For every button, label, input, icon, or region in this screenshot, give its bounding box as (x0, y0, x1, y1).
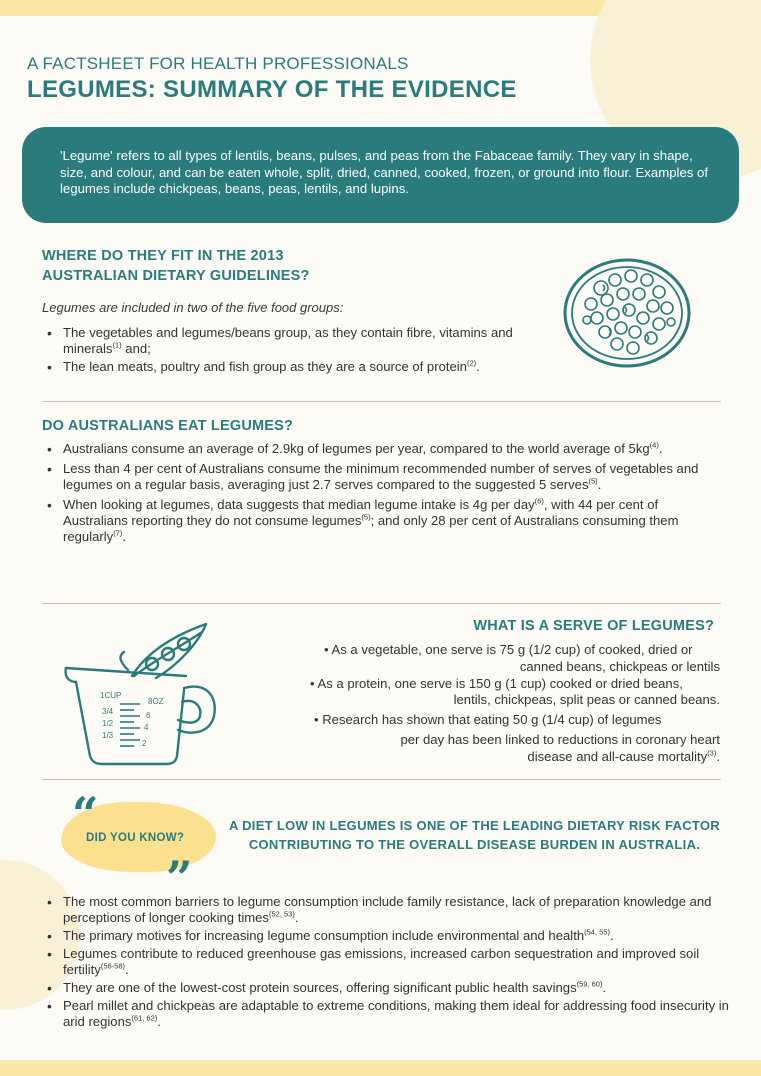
list-item: • Pearl millet and chickpeas are adaptable to extreme conditions, making them ideal for addressing food insecurity in arid regions$^{(61, 62)}$. (42, 998, 732, 1030)
list-item: • The lean meats, poultry and fish group as they are a source of protein$^{(2)}$. (42, 359, 542, 375)
cup-label: 3/4 (102, 707, 114, 716)
list-item: disease and all-cause mortality$^{(3)}$. (527, 748, 720, 764)
cup-label: 6 (146, 711, 151, 720)
consumption-heading: DO AUSTRALIANS EAT LEGUMES? (42, 418, 294, 434)
list-item: • The primary motives for increasing legume consumption include environmental and health$^{(54, 55)}$. (42, 928, 732, 944)
list-item: lentils, chickpeas, split peas or canned beans. (453, 692, 720, 708)
close-quote-icon: ” (166, 851, 193, 905)
divider (42, 401, 721, 402)
cup-label: 1/3 (102, 731, 114, 740)
list-item: • Less than 4 per cent of Australians consume the minimum recommended number of serves of vegetables and legumes on a regular basis, averaging just 2.7 serves compared to the suggested 5 serves$^{(5)}$. (42, 461, 702, 493)
guidelines-list (42, 325, 542, 375)
list-item: • The vegetables and legumes/beans group, as they contain fibre, vitamins and minerals$^{(1)}$ and; (42, 325, 542, 357)
list-item: • They are one of the lowest-cost protein sources, offering significant public health savings$^{(59, 60)}$. (42, 980, 732, 996)
list-item: • As a vegetable, one serve is 75 g (1/2 cup) of cooked, dried or (324, 642, 693, 657)
list-item: • The most common barriers to legume consumption include family resistance, lack of preparation knowledge and perceptions of longer cooking times$^{(52, 53)}$. (42, 894, 732, 926)
guidelines-heading (42, 246, 542, 286)
serve-section (300, 616, 720, 766)
cup-label: 4 (144, 723, 149, 732)
list-item: • As a protein, one serve is 150 g (1 cup) cooked or dried beans, (310, 675, 683, 691)
did-you-know-label: DID YOU KNOW? (86, 832, 185, 844)
guidelines-section (42, 246, 542, 375)
did-you-know-headline (222, 816, 727, 854)
open-quote-icon: “ (72, 787, 99, 841)
serve-heading: WHAT IS A SERVE OF LEGUMES? (473, 618, 714, 634)
consumption-list (42, 441, 702, 545)
cup-label: 8OZ (148, 697, 164, 706)
headline-line1: A DIET LOW IN LEGUMES IS ONE OF THE LEADING DIETARY RISK FACTOR (228, 818, 720, 833)
consumption-section (42, 416, 702, 545)
cup-label: 2 (142, 739, 147, 748)
list-item: • Australians consume an average of 2.9kg of legumes per year, compared to the world average of $5kg^{(4)}$. (42, 441, 702, 457)
divider (42, 779, 721, 780)
list-item: per day has been linked to reductions in coronary heart (400, 731, 720, 747)
intro-box: 'Legume' refers to all types of lentils, beans, pulses, and peas from the Fabaceae family. They vary in shape, size, and colour, and can be eaten whole, split, dried, canned, cooked, frozen, or ground into flour. Examples of legumes include chickpeas, beans, peas, lentils, and lupins. (22, 127, 739, 223)
page-kicker: A FACTSHEET FOR HEALTH PROFESSIONALS (27, 54, 409, 73)
bottom-band (0, 1060, 761, 1076)
headline-line2: CONTRIBUTING TO THE OVERALL DISEASE BURDEN IN AUSTRALIA. (248, 837, 701, 852)
list-item: • When looking at legumes, data suggests that median legume intake is 4g per day$^{(6)}$, with 44 per cent of Australians reporting they do not consume legumes$^{(5)}$; and only 28 per cent of Australians consuming them regularly$^{(7)}$. (42, 497, 702, 545)
facts-section (42, 894, 732, 1030)
page-title: LEGUMES: SUMMARY OF THE EVIDENCE (27, 76, 517, 103)
page-header (27, 54, 517, 104)
guidelines-heading-line1: WHERE DO THEY FIT IN THE 2013 (42, 248, 284, 264)
divider (42, 603, 721, 604)
measuring-cup-with-peapod-icon (60, 618, 230, 768)
cup-label: 1CUP (100, 691, 122, 700)
list-item: canned beans, chickpeas or lentils (519, 658, 720, 674)
facts-list (42, 894, 732, 1030)
bowl-of-legumes-icon (563, 258, 691, 368)
serve-list (310, 642, 720, 766)
list-item: • Research has shown that eating 50 g (1/4 cup) of legumes (314, 712, 662, 728)
list-item: • Legumes contribute to reduced greenhouse gas emissions, increased carbon sequestration and improved soil fertility$^{(56-58)}$. (42, 946, 732, 978)
guidelines-heading-line2: AUSTRALIAN DIETARY GUIDELINES? (42, 268, 310, 284)
guidelines-lead: Legumes are included in two of the five food groups: (42, 300, 344, 315)
cup-label: 1/2 (102, 719, 114, 728)
